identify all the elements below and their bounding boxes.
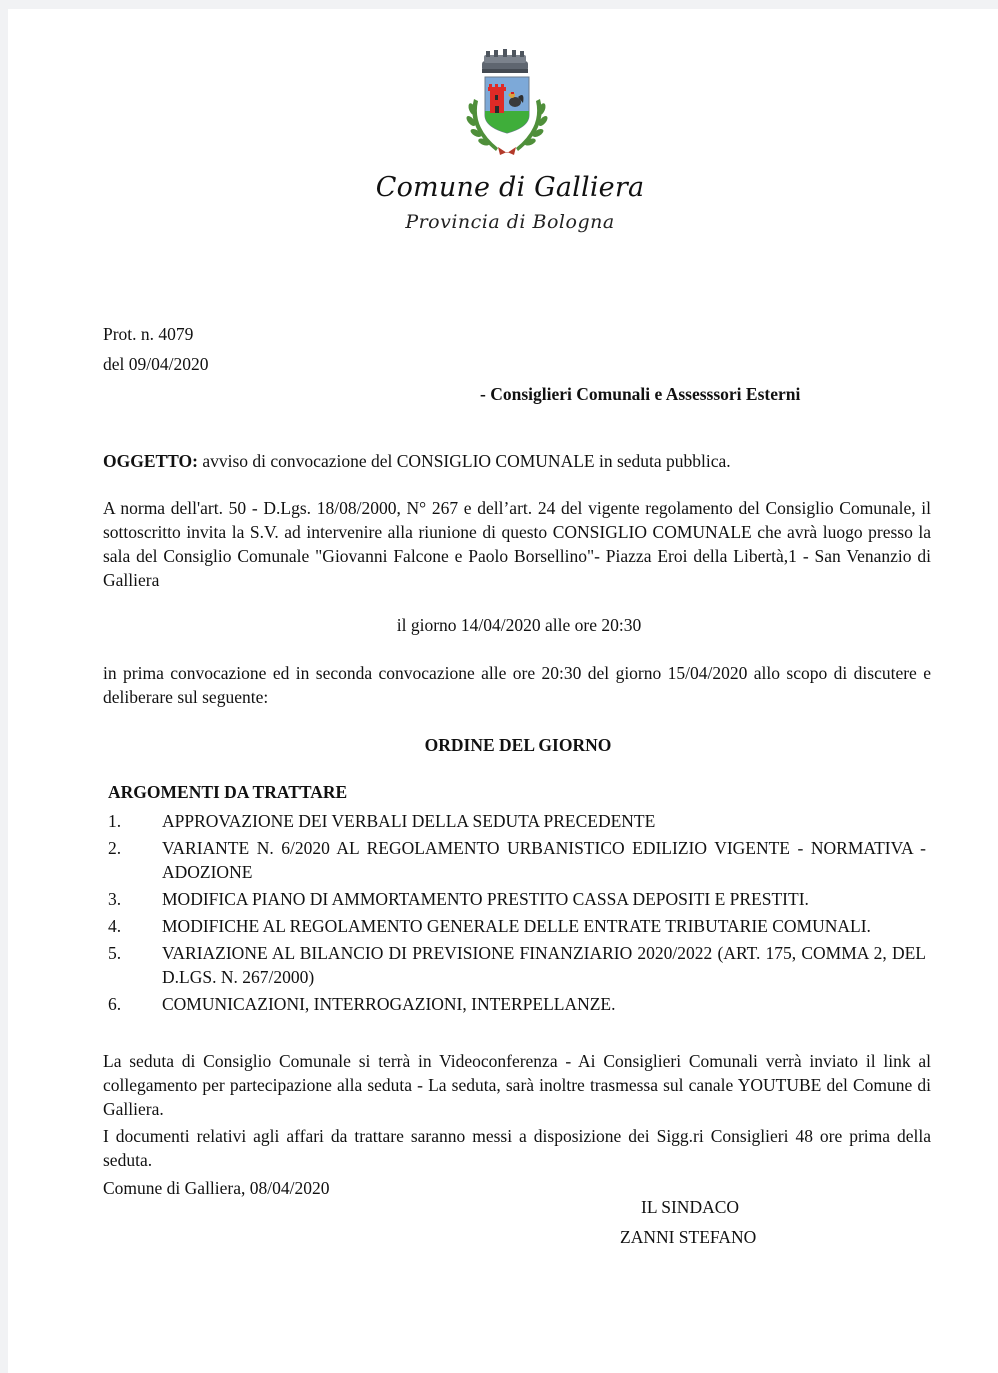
- agenda-item-text: APPROVAZIONE DEI VERBALI DELLA SEDUTA PRECEDENTE: [162, 811, 656, 831]
- coat-of-arms-logo: [452, 47, 562, 167]
- agenda-item-text: VARIANTE N. 6/2020 AL REGOLAMENTO URBANISTICO EDILIZIO VIGENTE - NORMATIVA - ADOZIONE: [162, 838, 926, 882]
- subject-text: avviso di convocazione del CONSIGLIO COMUNALE in seduta pubblica.: [197, 451, 731, 471]
- documents-note: I documenti relativi agli affari da trattare saranno messi a disposizione dei Sigg.ri Consiglieri 48 ore prima della seduta.: [103, 1126, 931, 1170]
- second-convocation-paragraph: in prima convocazione ed in seconda convocazione alle ore 20:30 del giorno 15/04/2020 allo scopo di discutere e deliberare sul seguente:: [103, 663, 931, 707]
- agenda-item-number: 3.: [108, 889, 122, 909]
- document-page: [8, 9, 998, 1373]
- protocol-date: del 09/04/2020: [103, 354, 209, 374]
- province-subtitle: Provincia di Bologna: [405, 211, 615, 233]
- agenda-list: [108, 809, 926, 1019]
- agenda-item-number: 1.: [108, 811, 122, 831]
- recipients: - Consiglieri Comunali e Assesssori Esterni: [480, 384, 801, 404]
- meeting-date: il giorno 14/04/2020 alle ore 20:30: [396, 615, 642, 635]
- agenda-item: [108, 887, 926, 911]
- agenda-item-text: MODIFICHE AL REGOLAMENTO GENERALE DELLE ENTRATE TRIBUTARIE COMUNALI.: [162, 916, 871, 936]
- videoconference-note: La seduta di Consiglio Comunale si terrà in Videoconferenza - Ai Consiglieri Comunali verrà inviato il link al collegamento per partecipazione alla seduta - La seduta, sarà inoltre trasmessa sul canale YOUTUBE del Comune di Galliera.: [103, 1051, 931, 1119]
- agenda-item-number: 6.: [108, 994, 122, 1014]
- crown-icon: [482, 49, 528, 73]
- agenda-item-number: 2.: [108, 838, 122, 858]
- agenda-item: [108, 992, 926, 1016]
- signature-role: IL SINDACO: [641, 1197, 740, 1217]
- agenda-item: [108, 941, 926, 989]
- agenda-item: [108, 914, 926, 938]
- agenda-item-number: 4.: [108, 916, 122, 936]
- agenda-item-text: MODIFICA PIANO DI AMMORTAMENTO PRESTITO CASSA DEPOSITI E PRESTITI.: [162, 889, 809, 909]
- subject-label: OGGETTO:: [103, 451, 198, 471]
- agenda-heading: ORDINE DEL GIORNO: [424, 735, 612, 755]
- shield-icon: [485, 77, 529, 133]
- agenda-item-text: VARIAZIONE AL BILANCIO DI PREVISIONE FINANZIARIO 2020/2022 (ART. 175, COMMA 2, DEL D.LGS. N. 267/2000): [162, 943, 926, 987]
- subject-line: [103, 449, 731, 473]
- convocation-paragraph: A norma dell'art. 50 - D.Lgs. 18/08/2000, N° 267 e dell’art. 24 del vigente regolamento del Consiglio Comunale, il sottoscritto invita la S.V. ad intervenire alla riunione di questo CONSIGLIO COMUNALE che avrà luogo presso la sala del Consiglio Comunale "Giovanni Falcone e Paolo Borsellino"- Piazza Eroi della Libertà,1 - San Venanzio di Galliera: [103, 498, 931, 590]
- agenda-item-text: COMUNICAZIONI, INTERROGAZIONI, INTERPELLANZE.: [162, 994, 616, 1014]
- protocol-number: Prot. n. 4079: [103, 324, 194, 344]
- municipality-title: Comune di Galliera: [375, 172, 645, 203]
- agenda-item: [108, 809, 926, 833]
- agenda-subheading: ARGOMENTI DA TRATTARE: [108, 782, 348, 802]
- agenda-item-number: 5.: [108, 943, 122, 963]
- signature-name: ZANNI STEFANO: [620, 1227, 757, 1247]
- signature-place-date: Comune di Galliera, 08/04/2020: [103, 1178, 330, 1198]
- agenda-item: [108, 836, 926, 884]
